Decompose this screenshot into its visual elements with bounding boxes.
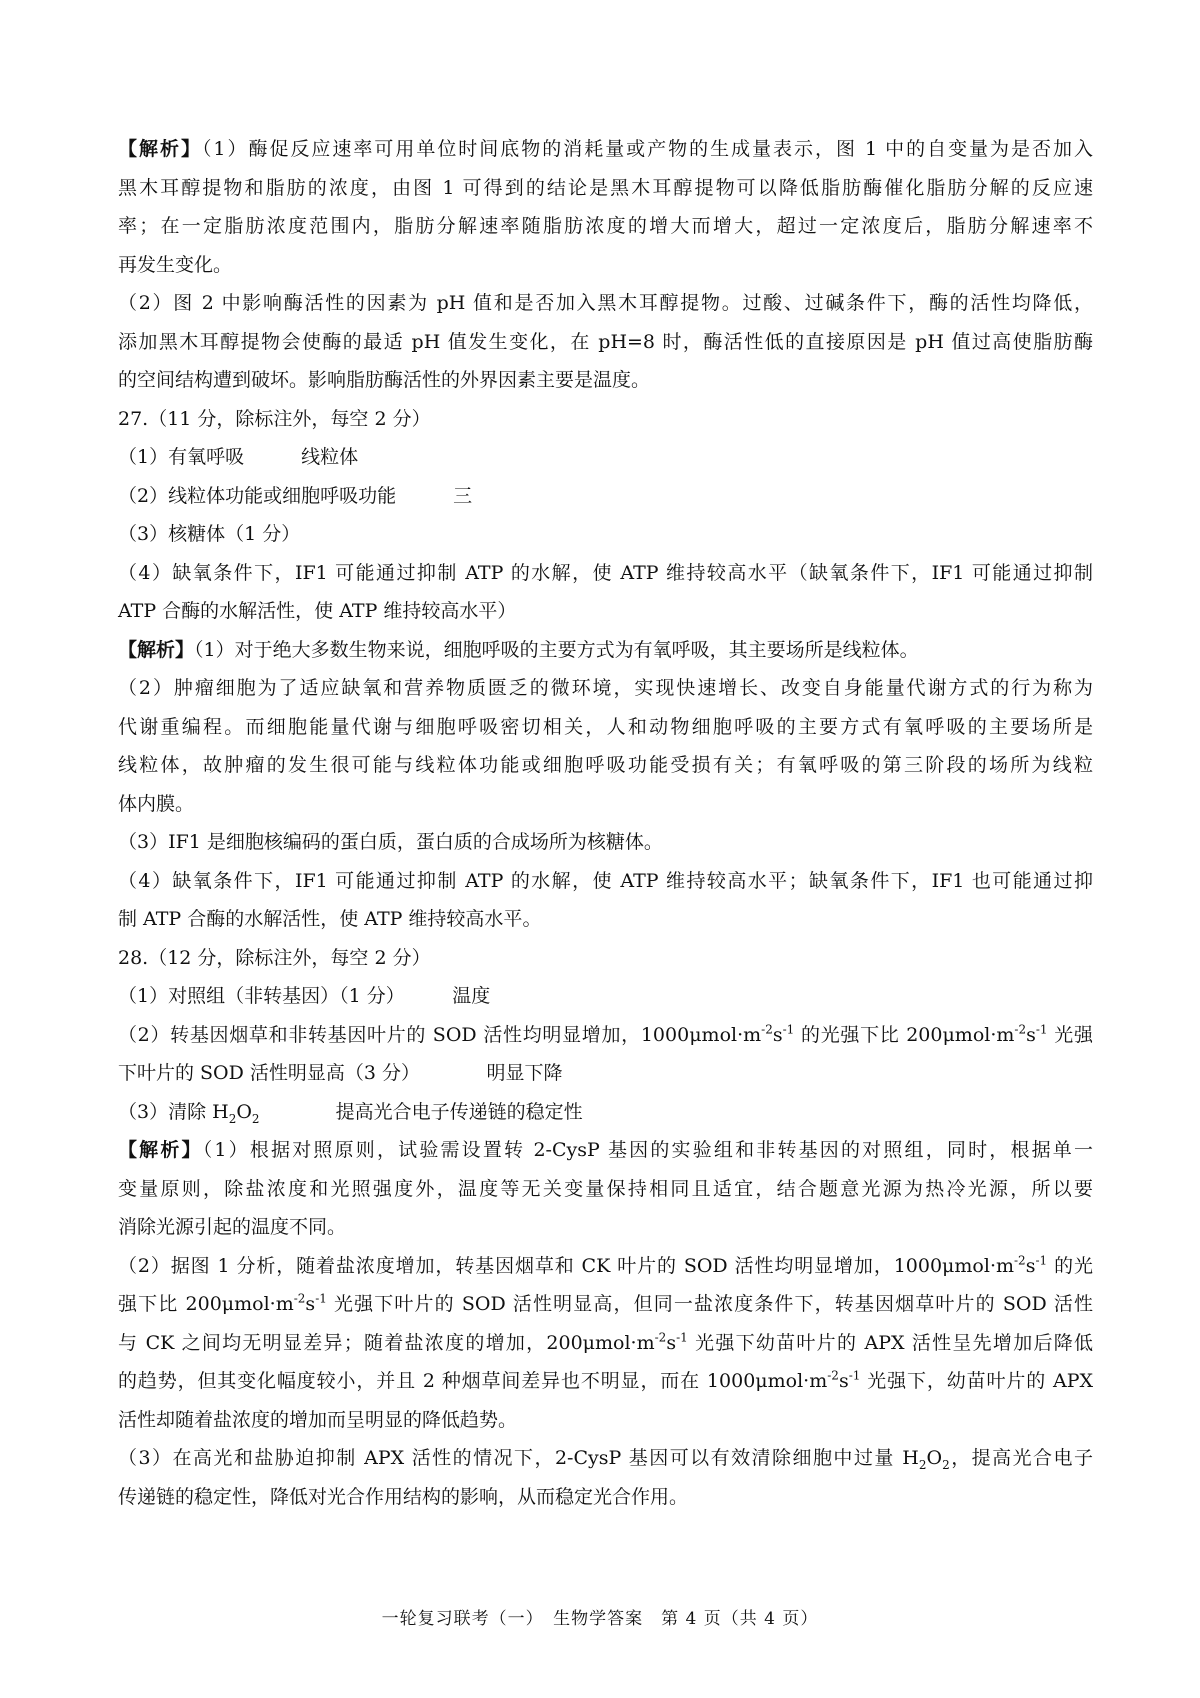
line-text: 下叶片的 SOD 活性明显高（3 分） 明显下降: [118, 1062, 563, 1084]
text-line: [118, 1439, 1093, 1478]
text-line: [118, 746, 1093, 785]
text-line: [118, 631, 1093, 670]
analysis-label: 【解析】: [118, 638, 195, 661]
text-line: [118, 246, 1093, 285]
text-line: [118, 438, 1093, 477]
line-text: 再发生变化。: [118, 253, 233, 276]
text-line: [118, 1131, 1093, 1170]
line-text: ATP 合酶的水解活性，使 ATP 维持较高水平）: [118, 600, 517, 622]
text-line: [118, 1478, 1093, 1517]
text-line: [118, 1362, 1093, 1401]
text-line: [118, 862, 1093, 901]
text-line: [118, 1054, 1093, 1093]
text-line: [118, 1324, 1093, 1363]
line-text: 添加黑木耳醇提物会使酶的最适 pH 值发生变化，在 pH=8 时，酶活性低的直接原因是 pH 值过高使脂肪酶: [118, 330, 1093, 353]
line-text: （3）IF1 是细胞核编码的蛋白质，蛋白质的合成场所为核糖体。: [118, 831, 663, 853]
line-text: 27.（11 分，除标注外，每空 2 分）: [118, 407, 431, 430]
text-line: [118, 977, 1093, 1016]
line-text: （1）对于绝大多数生物来说，细胞呼吸的主要方式为有氧呼吸，其主要场所是线粒体。: [194, 638, 919, 661]
line-text: （2）线粒体功能或细胞呼吸功能 三: [118, 484, 473, 507]
text-line: [118, 669, 1093, 708]
text-line: [118, 130, 1093, 169]
line-text: （1）根据对照原则，试验需设置转 2-CysP 基因的实验组和非转基因的对照组，同时，根据单一: [202, 1139, 1093, 1161]
line-text: 传递链的稳定性，降低对光合作用结构的影响，从而稳定光合作用。: [118, 1485, 689, 1508]
text-line: [118, 1170, 1093, 1209]
text-line: [118, 823, 1093, 862]
text-line: [118, 169, 1093, 208]
line-text: 代谢重编程。而细胞能量代谢与细胞呼吸密切相关，人和动物细胞呼吸的主要方式有氧呼吸的主要场所是: [118, 715, 1093, 738]
line-text: （1）酶促反应速率可用单位时间底物的消耗量或产物的生成量表示，图 1 中的自变量为是否加入: [201, 138, 1093, 160]
line-text: 的空间结构遭到破坏。影响脂肪酶活性的外界因素主要是温度。: [118, 369, 651, 391]
line-text: 活性却随着盐浓度的增加而呈明显的降低趋势。: [118, 1408, 518, 1431]
line-text: 28.（12 分，除标注外，每空 2 分）: [118, 946, 431, 969]
line-text: （4）缺氧条件下，IF1 可能通过抑制 ATP 的水解，使 ATP 维持较高水平（缺氧条件下，IF1 可能通过抑制: [118, 561, 1093, 584]
line-text: 与 CK 之间均无明显差异；随着盐浓度的增加，$200\mu mol\cdot m^{-2}s^{-1}$ 光强下幼苗叶片的 APX 活性呈先增加后降低: [118, 1330, 1093, 1354]
line-text: （2）图 2 中影响酶活性的因素为 pH 值和是否加入黑木耳醇提物。过酸、过碱条件下，酶的活性均降低，: [118, 292, 1093, 314]
line-text: （2）肿瘤细胞为了适应缺氧和营养物质匮乏的微环境，实现快速增长、改变自身能量代谢方式的行为称为: [118, 677, 1093, 699]
text-line: [118, 400, 1093, 439]
line-text: （3）在高光和盐胁迫抑制 APX 活性的情况下，2-CysP 基因可以有效清除细胞中过量 $H_2O_2$，提高光合电子: [118, 1447, 1093, 1472]
text-line: [118, 1016, 1093, 1055]
text-line: [118, 708, 1093, 747]
text-line: [118, 477, 1093, 516]
line-text: 制 ATP 合酶的水解活性，使 ATP 维持较高水平。: [118, 908, 542, 930]
text-line: [118, 284, 1093, 323]
line-text: 黑木耳醇提物和脂肪的浓度，由图 1 可得到的结论是黑木耳醇提物可以降低脂肪酶催化脂肪分解的反应速: [118, 176, 1093, 199]
line-text: 线粒体，故肿瘤的发生很可能与线粒体功能或细胞呼吸功能受损有关；有氧呼吸的第三阶段的场所为线粒: [118, 754, 1093, 776]
text-line: [118, 1208, 1093, 1247]
text-line: [118, 1401, 1093, 1440]
text-line: [118, 323, 1093, 362]
line-text: （2）据图 1 分析，随着盐浓度增加，转基因烟草和 CK 叶片的 SOD 活性均明显增加，$1000\mu mol\cdot m^{-2}s^{-1}$ 的光: [118, 1253, 1093, 1277]
text-line: [118, 900, 1093, 939]
line-text: （3）核糖体（1 分）: [118, 523, 301, 545]
line-text: 率；在一定脂肪浓度范围内，脂肪分解速率随脂肪浓度的增大而增大，超过一定浓度后，脂肪分解速率不: [118, 215, 1093, 237]
analysis-label: 【解析】: [118, 138, 202, 160]
line-text: 强下比 $200\mu mol\cdot m^{-2}s^{-1}$ 光强下叶片的 SOD 活性明显高，但同一盐浓度条件下，转基因烟草叶片的 SOD 活性: [118, 1291, 1093, 1315]
line-text: 消除光源引起的温度不同。: [118, 1216, 347, 1238]
line-text: （3）清除 $H_2O_2$ 提高光合电子传递链的稳定性: [118, 1100, 583, 1126]
text-line: [118, 207, 1093, 246]
line-text: 体内膜。: [118, 792, 195, 815]
text-line: [118, 361, 1093, 400]
text-line: [118, 1285, 1093, 1324]
line-text: 的趋势，但其变化幅度较小，并且 2 种烟草间差异也不明显，而在 $1000\mu mol\cdot m^{-2}s^{-1}$ 光强下，幼苗叶片的 APX: [118, 1368, 1093, 1392]
line-text: 变量原则，除盐浓度和光照强度外，温度等无关变量保持相同且适宜，结合题意光源为热冷光源，所以要: [118, 1177, 1093, 1200]
line-text: （1）有氧呼吸 线粒体: [118, 446, 359, 468]
text-line: [118, 1093, 1093, 1132]
analysis-label: 【解析】: [118, 1139, 203, 1161]
text-line: [118, 515, 1093, 554]
text-line: [118, 554, 1093, 593]
page-footer: 一轮复习联考（一） 生物学答案 第 4 页（共 4 页）: [381, 1609, 819, 1629]
text-line: [118, 592, 1093, 631]
line-text: （2）转基因烟草和非转基因叶片的 SOD 活性均明显增加，$1000\mu mol\cdot m^{-2}s^{-1}$ 的光强下比 $200\mu mol\cdot m^{-2}s^{-1}$ 光强: [118, 1022, 1093, 1046]
line-text: （4）缺氧条件下，IF1 可能通过抑制 ATP 的水解，使 ATP 维持较高水平；缺氧条件下，IF1 也可能通过抑: [118, 869, 1093, 892]
line-text: （1）对照组（非转基因）（1 分） 温度: [118, 985, 491, 1007]
text-line: [118, 1247, 1093, 1286]
text-line: [118, 785, 1093, 824]
text-line: [118, 939, 1093, 978]
answer-body: [118, 130, 1093, 1516]
